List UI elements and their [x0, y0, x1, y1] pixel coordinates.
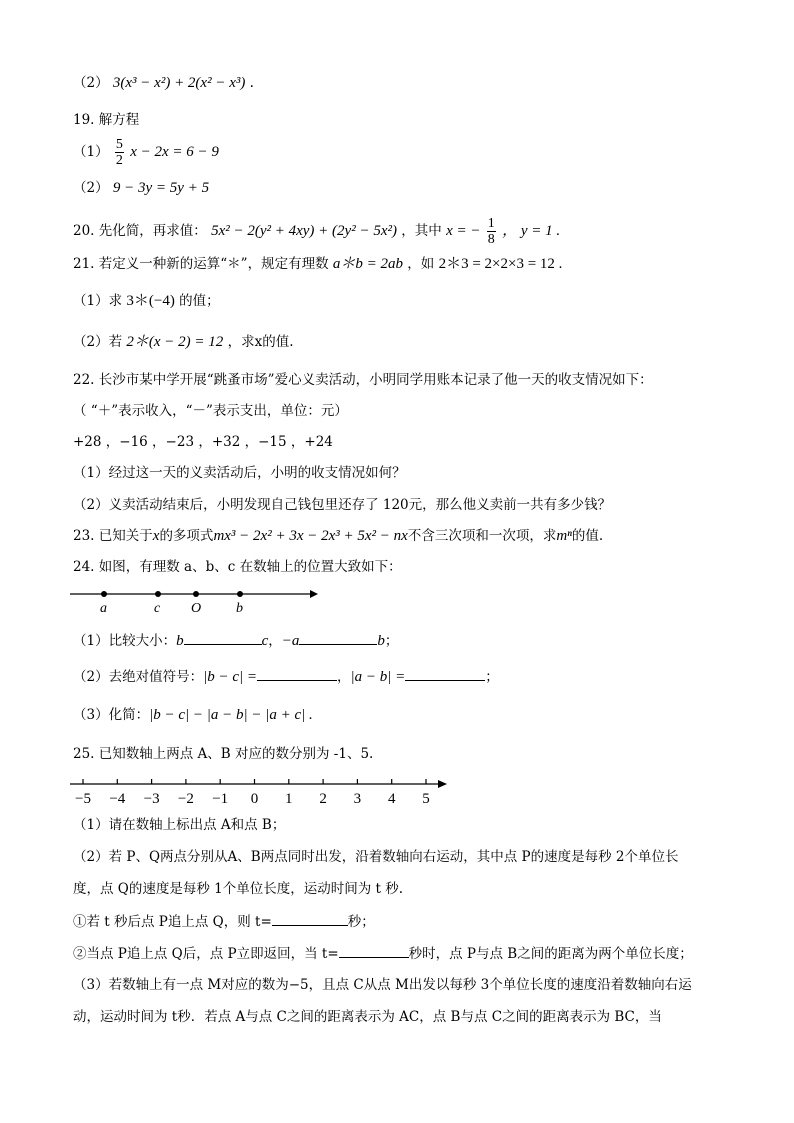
q20-x-eq: x = −: [446, 223, 481, 239]
q24-point-a: [101, 591, 107, 597]
q24-point-c: [155, 591, 161, 597]
q23-poly: mx³ − 2x² + 3x − 2x³ + 5x² − nx: [213, 528, 408, 544]
q25-tick-label: 3: [353, 791, 362, 807]
q19-part1: [73, 137, 219, 168]
q25-case1: [73, 911, 375, 932]
q24-p2-end: ；: [485, 669, 499, 685]
q25-part2-a: （2）若 P、Q两点分别从A、B两点同时出发，沿着数轴向右运动，其中点 P的速度是每秒 2个单位长: [73, 849, 679, 865]
q24-p3-pre: （3）化简：: [73, 707, 150, 723]
q25-tick-label: 4: [387, 791, 396, 807]
q21-p1-expr: 3＊(−4): [126, 293, 175, 309]
q19-p2-expr: 9 − 3y = 5y + 5: [112, 180, 210, 196]
q24-p2-e1: |b − c| =: [203, 669, 257, 685]
q25-c1-pre: ①若 t 秒后点 P追上点 Q，则 t=: [73, 914, 272, 930]
q21-part2: [73, 332, 294, 352]
q25-tick-label: −1: [212, 791, 229, 807]
q24-part2: [73, 666, 499, 687]
q24-label-o: O: [191, 601, 202, 616]
q22-part2: （2）义卖活动结束后，小明发现自己钱包里还存了 120元，那么他义卖前一共有多少钱？: [73, 497, 612, 513]
q25-number-line: [66, 770, 456, 810]
q24-number-line: [66, 582, 326, 618]
q20-expr: 5x² − 2(y² + 4xy) + (2y² − 5x²): [211, 223, 397, 239]
q21-p2-post: ，求x的值.: [227, 334, 294, 350]
q19-part2: [73, 178, 209, 198]
q18-part2: [73, 73, 254, 93]
q25-c2-pre: ②当点 P追上点 Q后，点 P立即返回，当 t=: [73, 946, 339, 962]
q24-axis-arrow: [310, 590, 318, 598]
q20-x-den: 8: [487, 232, 495, 247]
q23-end: 的值.: [571, 528, 604, 544]
q25-tick-label: −3: [143, 791, 160, 807]
q24-line1: 24. 如图，有理数 a、b、c 在数轴上的位置大致如下：: [73, 559, 402, 575]
q22-values: +28 ，−16 ，−23 ，+32 ，−15 ，+24: [73, 434, 333, 450]
q24-p1-comma: ，: [268, 633, 282, 649]
q21-def: a＊b = 2ab: [332, 256, 403, 272]
q24-p1-neg-a: −a: [281, 633, 300, 649]
q25-tick-label: −2: [177, 791, 194, 807]
q25-tick-label: 2: [319, 791, 327, 807]
q21-text: 21. 若定义一种新的运算“＊”，规定有理数: [73, 256, 329, 272]
q23-mid: 的多项式: [159, 528, 214, 544]
q18-part2-label: （2）: [73, 75, 109, 91]
q22-line2: （ “＋”表示收入，“－”表示支出，单位：元）: [73, 403, 348, 419]
q25-tick-label: 5: [422, 791, 430, 807]
q25-c1-blank[interactable]: [272, 911, 348, 926]
q24-p1-end: ；: [384, 633, 399, 649]
q25-c1-post: 秒；: [347, 914, 375, 930]
q23: [73, 526, 603, 546]
q24-label-c: c: [154, 601, 161, 616]
q20: [73, 216, 560, 247]
q24-point-b: [237, 591, 243, 597]
q20-prefix: 20. 先化简，再求值：: [73, 223, 207, 239]
q25-axis-arrow: [438, 780, 447, 788]
q24-p1-b: b: [176, 633, 184, 649]
q21-example: 2＊3 = 2×2×3 = 12 .: [438, 256, 563, 272]
q19-p2-label: （2）: [73, 180, 109, 196]
q24-p2-comma: ，: [337, 669, 351, 685]
q25-part3-b: 动，运动时间为 t秒．若点 A与点 C之间的距离表示为 AC，点 B与点 C之间的距离表示为 BC，当: [73, 1009, 662, 1025]
q19-p1-den: 2: [115, 153, 123, 168]
q24-part1: [73, 630, 398, 651]
q24-part3: [73, 705, 313, 725]
q24-p2-pre: （2）去绝对值符号：: [73, 669, 204, 685]
q24-point-o: [193, 591, 199, 597]
q24-p1-c: c: [261, 633, 269, 649]
q25-line1: 25. 已知数轴上两点 A、B 对应的数分别为 -1、5.: [73, 746, 374, 762]
q23-post: 不含三次项和一次项，求: [407, 528, 557, 544]
q20-mid: ，其中: [401, 223, 442, 239]
q23-var: x: [152, 528, 160, 544]
q24-p2-blank2[interactable]: [405, 666, 485, 681]
q24-p1-pre: （1）比较大小：: [73, 633, 177, 649]
q21-line1: [73, 254, 562, 274]
q25-part3-a: （3）若数轴上有一点 M对应的数为−5，且点 C从点 M出发以每秒 3个单位长度的速度沿着数轴向右运: [73, 977, 692, 993]
q24-p3-expr: |b − c| − |a − b| − |a + c| .: [149, 707, 313, 723]
q25-c2-blank[interactable]: [339, 943, 409, 958]
q22-part1: （1）经过这一天的义卖活动后，小明的收支情况如何？: [73, 465, 406, 481]
q24-p1-blank1[interactable]: [184, 630, 262, 645]
q21-p1-pre: （1）求: [73, 293, 123, 309]
q23-pre: 23. 已知关于: [73, 528, 153, 544]
q22-line1: 22. 长沙市某中学开展“跳蚤市场”爱心义卖活动，小明同学用账本记录了他一天的收支情况如下：: [73, 372, 653, 388]
q20-x-fraction: [487, 216, 496, 247]
q19-title: 19. 解方程: [73, 112, 140, 128]
q19-p1-label: （1）: [73, 144, 109, 160]
q25-part2-b: 度，点 Q的速度是每秒 1个单位长度，运动时间为 t 秒.: [73, 881, 404, 897]
q25-tick-label: −5: [75, 791, 91, 807]
q18-part2-end: .: [249, 75, 254, 91]
q25-tick-label: −4: [109, 791, 126, 807]
q25-tick-label: 0: [250, 791, 259, 807]
q21-p2-expr: 2＊(x − 2) = 12: [126, 334, 224, 350]
q21-example-pre: ，如: [407, 256, 435, 272]
q21-part1: [73, 291, 220, 311]
q23-target: mⁿ: [556, 528, 572, 544]
q24-label-b: b: [236, 601, 243, 616]
q20-y-eq: ， y = 1 .: [502, 223, 561, 239]
q24-p1-blank2[interactable]: [299, 630, 377, 645]
q19-p1-rest: x − 2x = 6 − 9: [130, 144, 219, 160]
q18-part2-expr: 3(x³ − x²) + 2(x² − x³): [112, 75, 246, 91]
q21-p2-pre: （2）若: [73, 334, 123, 350]
q25-tick-label: 1: [285, 791, 293, 807]
q25-c2-post: 秒时，点 P与点 B之间的距离为两个单位长度；: [408, 946, 693, 962]
q20-x-num: 1: [487, 216, 495, 231]
q21-p1-post: 的值；: [179, 293, 220, 309]
q24-p2-blank1[interactable]: [257, 666, 337, 681]
q19-p1-fraction: [115, 137, 124, 168]
q24-p2-e2: |a − b| =: [350, 669, 406, 685]
q25-case2: [73, 943, 693, 964]
q24-p1-b2: b: [377, 633, 385, 649]
q19-p1-num: 5: [115, 137, 123, 152]
q24-label-a: a: [100, 601, 107, 616]
q25-part1: （1）请在数轴上标出点 A和点 B；: [73, 817, 286, 833]
